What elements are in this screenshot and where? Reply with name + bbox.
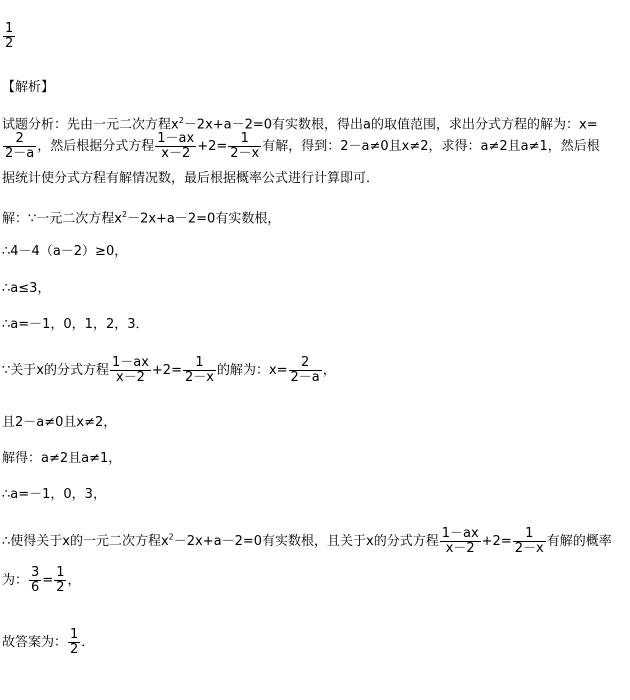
- fraction-denominator: 2: [56, 580, 65, 595]
- fraction-denominator: x－2: [110, 370, 151, 385]
- probability-fraction: [54, 566, 66, 595]
- solution-text: ∴使得关于x的一元二次方程x: [2, 534, 169, 549]
- solution-line-7: 解得：a≠2且a≠1，: [2, 451, 122, 466]
- solution-line-9: [2, 527, 612, 556]
- analysis-line-2: [2, 132, 600, 161]
- fraction-numerator: 1: [70, 627, 79, 642]
- fraction-denominator: 2－a: [290, 370, 320, 385]
- analysis-text: 有解，得到：2－a≠0且x≠2，求得：a≠2且a≠1，然后根: [262, 139, 600, 154]
- fraction-numerator: 1－ax: [157, 131, 195, 146]
- plus-two: +2=: [197, 139, 228, 154]
- fraction-denominator: 2－x: [514, 541, 544, 556]
- analysis-line-3: 据统计使分式方程有解情况数，最后根据概率公式进行计算即可．: [2, 171, 380, 186]
- fraction-numerator: 1: [195, 355, 204, 370]
- equation-fraction: [228, 132, 261, 161]
- final-answer-fraction: [68, 628, 80, 657]
- solution-text: ，: [322, 363, 336, 378]
- fraction-denominator: 2－a: [5, 146, 35, 161]
- fraction-numerator: 1－ax: [441, 526, 479, 541]
- equation-fraction: [440, 527, 481, 556]
- analysis-text: ，然后根据分式方程: [37, 139, 155, 154]
- analysis-heading: 【解析】: [2, 80, 55, 95]
- solution-text: ．: [81, 635, 95, 650]
- equation-fraction: [513, 527, 546, 556]
- solution-text: 为：: [2, 573, 29, 588]
- equation-fraction: [155, 132, 196, 161]
- solution-fraction: [3, 132, 36, 161]
- fraction-denominator: 2－x: [230, 146, 260, 161]
- exponent: 2: [178, 116, 184, 125]
- fraction-denominator: x－2: [440, 541, 481, 556]
- top-fraction-numerator: 1: [5, 21, 14, 36]
- equation-fraction: [183, 356, 216, 385]
- exponent: 2: [168, 532, 174, 542]
- final-answer-line: [2, 628, 94, 657]
- plus-two: +2=: [481, 534, 512, 549]
- solution-line-2: ∴4－4（a－2）≥0，: [2, 244, 128, 259]
- fraction-denominator: 6: [31, 580, 40, 595]
- fraction-numerator: 2: [301, 355, 310, 370]
- fraction-numerator: 1－ax: [111, 355, 149, 370]
- equation-fraction: [110, 356, 151, 385]
- solution-text: －2x+a－2=0有实数根，: [127, 211, 281, 227]
- solution-text: ，: [67, 573, 81, 588]
- solution-fraction: [289, 356, 322, 385]
- solution-text: 有解的概率: [546, 534, 612, 549]
- solution-text: 解：∵一元二次方程x: [2, 211, 122, 227]
- equals-sign: =: [42, 573, 54, 588]
- solution-text: 的解为：x=: [216, 363, 288, 378]
- solution-text: ∵关于x的分式方程: [2, 363, 109, 378]
- analysis-text: 试题分析：先由一元二次方程x: [2, 117, 179, 133]
- solution-line-3: ∴a≤3，: [2, 281, 51, 296]
- fraction-numerator: 1: [525, 526, 534, 541]
- solution-line-6: 且2－a≠0且x≠2，: [2, 415, 117, 430]
- solution-line-10: [2, 566, 81, 595]
- fraction-numerator: 3: [31, 565, 40, 580]
- solution-line-1: [2, 207, 280, 227]
- solution-line-5: [2, 356, 336, 385]
- fraction-denominator: x－2: [155, 146, 196, 161]
- fraction-numerator: 1: [240, 131, 249, 146]
- fraction-denominator: 2－x: [184, 370, 214, 385]
- solution-line-4: ∴a=－1，0，1，2，3．: [2, 317, 149, 332]
- final-answer-label: 故答案为：: [2, 635, 68, 650]
- solution-text: －2x+a－2=0有实数根，且关于x的分式方程: [173, 534, 439, 549]
- fraction-numerator: 2: [15, 131, 24, 146]
- top-answer-fraction: [2, 22, 16, 51]
- fraction-denominator: 2: [70, 642, 79, 657]
- probability-fraction: [29, 566, 41, 595]
- solution-line-8: ∴a=－1，0，3，: [2, 487, 106, 502]
- fraction-numerator: 1: [56, 565, 65, 580]
- top-fraction-denominator: 2: [5, 36, 14, 51]
- analysis-text: －2x+a－2=0有实数根，得出a的取值范围，求出分式方程的解为：x=: [183, 117, 598, 133]
- exponent: 2: [121, 210, 128, 219]
- plus-two: +2=: [151, 363, 182, 378]
- analysis-line-1: [2, 113, 598, 133]
